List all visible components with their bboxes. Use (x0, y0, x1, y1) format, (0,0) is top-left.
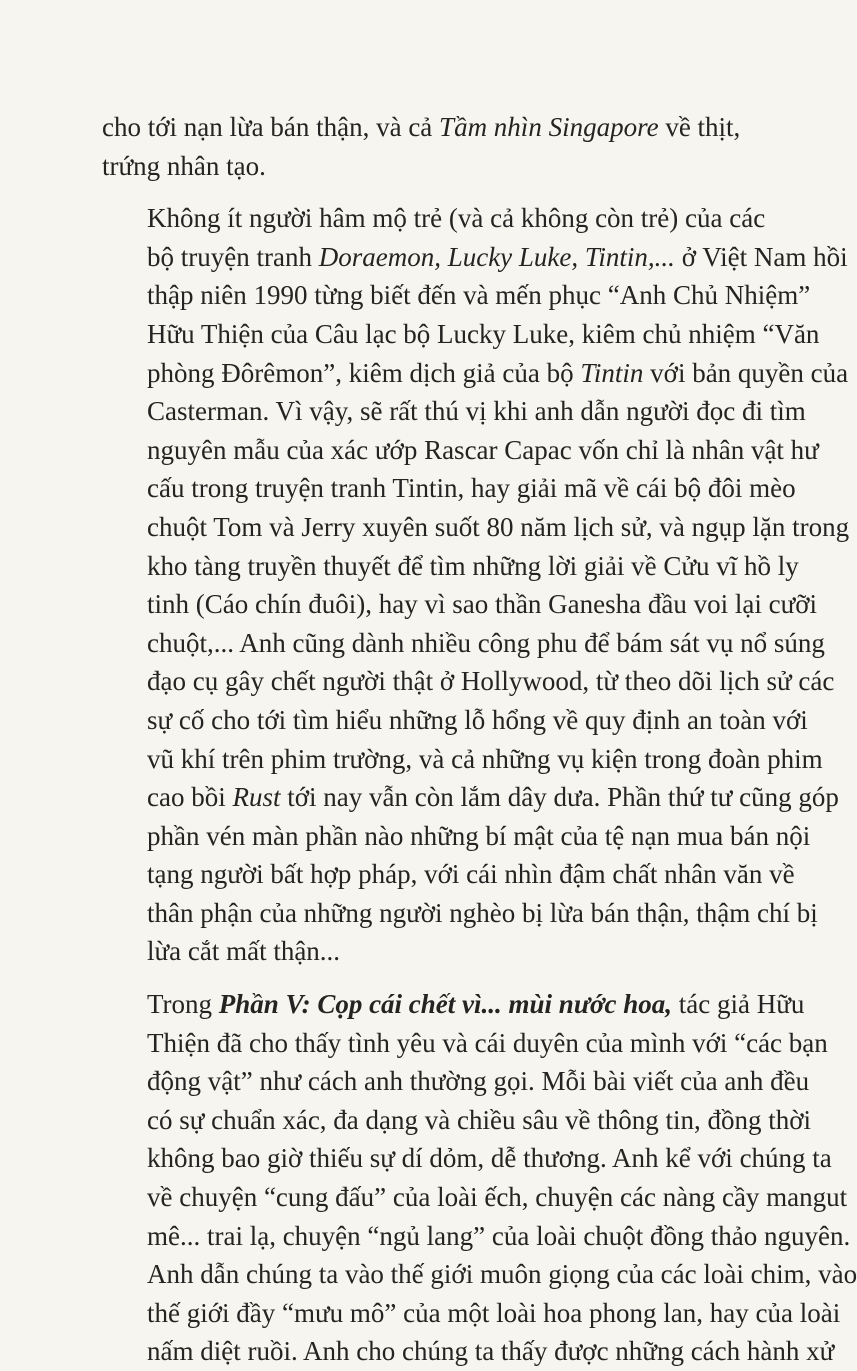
text-line (102, 624, 825, 663)
italic-title: Tầm nhìn Singapore (439, 112, 659, 142)
text-line (102, 1255, 857, 1294)
text-run: nguyên mẫu của xác ướp Rascar Capac vốn chỉ là nhân vật hư (147, 434, 819, 465)
text-run: phần vén màn phần nào những bí mật của tệ nạn mua bán nội (147, 820, 811, 851)
text-run: chuột,... Anh cũng dành nhiều công phu để bám sát vụ nổ súng (147, 627, 825, 658)
text-run: tạng người bất hợp pháp, với cái nhìn đậm chất nhân văn về (147, 859, 795, 890)
text-run: chuột Tom và Jerry xuyên suốt 80 năm lịch sử, và ngụp lặn trong (147, 511, 850, 542)
text-run: Trong (147, 989, 219, 1020)
text-run: cao bồi (147, 782, 233, 813)
text-line (102, 1332, 835, 1371)
text-run: kho tàng truyền thuyết để tìm những lời giải về Cửu vĩ hồ ly (147, 550, 799, 581)
text-run: đạo cụ gây chết người thật ở Hollywood, từ theo dõi lịch sử các (147, 666, 835, 697)
text-line (102, 585, 818, 624)
text-line (102, 1062, 810, 1101)
text-line (102, 238, 848, 277)
text-line (102, 469, 796, 508)
text-run: Không ít người hâm mộ trẻ (và cả không còn trẻ) của các (147, 203, 766, 234)
text-run: nấm diệt ruồi. Anh cho chúng ta thấy được những cách hành xử (147, 1336, 835, 1367)
text-line (102, 1178, 848, 1217)
text-line (102, 354, 849, 393)
text-line (102, 1024, 828, 1063)
text-run: sự cố cho tới tìm hiểu những lỗ hổng về quy định an toàn với (147, 704, 808, 735)
text-line (102, 547, 799, 586)
italic-title: Doraemon, Lucky Luke, Tintin,... (318, 241, 675, 272)
text-run: bộ truyện tranh (147, 241, 319, 272)
text-line (102, 778, 839, 817)
text-line (102, 147, 726, 186)
text-run: thân phận của những người nghèo bị lừa bán thận, thậm chí bị (147, 897, 818, 928)
text-line (102, 1101, 811, 1140)
text-run: thập niên 1990 từng biết đến và mến phục “Anh Chủ Nhiệm” (147, 280, 811, 311)
text-line (102, 894, 818, 933)
text-run: mê... trai lạ, chuyện “ngủ lang” của loài chuột đồng thảo nguyên. (147, 1220, 851, 1251)
text-run: Hữu Thiện của Câu lạc bộ Lucky Luke, kiêm chủ nhiệm “Văn (147, 318, 820, 349)
text-run: thế giới đầy “mưu mô” của một loài hoa phong lan, hay của loài (147, 1297, 841, 1328)
text-line (102, 932, 726, 971)
text-line (102, 1139, 832, 1178)
text-run: lừa cắt mất thận... (147, 936, 341, 967)
text-run: Thiện đã cho thấy tình yêu và cái duyên của mình với “các bạn (147, 1027, 828, 1058)
text-run: về thịt, (658, 112, 741, 142)
text-line (102, 817, 811, 856)
text-line (102, 701, 808, 740)
text-run: Anh dẫn chúng ta vào thế giới muôn giọng của các loài chim, vào (147, 1259, 857, 1290)
text-run: phòng Đôrêmon”, kiêm dịch giả của bộ (147, 357, 581, 388)
text-line (102, 199, 766, 238)
text-run: tinh (Cáo chín đuôi), hay vì sao thần Ganesha đầu voi lại cưỡi (147, 589, 818, 620)
text-line (102, 508, 850, 547)
text-run: cho tới nạn lừa bán thận, và cả (102, 112, 440, 142)
text-line (102, 392, 806, 431)
text-run: không bao giờ thiếu sự dí dỏm, dễ thương. Anh kể với chúng ta (147, 1143, 832, 1174)
italic-title: Rust (232, 782, 281, 813)
text-line (102, 431, 819, 470)
text-run: ở Việt Nam hồi (674, 241, 848, 272)
bold-italic-heading: Phần V: Cọp cái chết vì... mùi nước hoa, (218, 989, 672, 1020)
paragraph-1 (102, 108, 741, 185)
text-run: tác giả Hữu (671, 989, 805, 1020)
text-run: trứng nhân tạo. (102, 150, 266, 181)
text-run: có sự chuẩn xác, đa dạng và chiều sâu về thông tin, đồng thời (147, 1104, 811, 1135)
text-run: với bản quyền của (643, 357, 849, 388)
text-line (102, 1294, 841, 1333)
text-line (102, 985, 805, 1024)
text-line (102, 1217, 851, 1256)
text-line (102, 276, 811, 315)
text-run: Casterman. Vì vậy, sẽ rất thú vị khi anh dẫn người đọc đi tìm (147, 396, 806, 427)
italic-title: Tintin (580, 357, 644, 388)
paragraph-3 (102, 985, 857, 1371)
text-run: về chuyện “cung đấu” của loài ếch, chuyện các nàng cầy mangut (147, 1182, 848, 1213)
text-line (102, 662, 835, 701)
text-line (102, 740, 823, 779)
text-run: động vật” như cách anh thường gọi. Mỗi bài viết của anh đều (147, 1066, 810, 1097)
paragraph-2 (102, 199, 850, 971)
text-run: tới nay vẫn còn lắm dây dưa. Phần thứ tư cũng góp (280, 782, 839, 813)
text-line (102, 855, 795, 894)
text-run: cấu trong truyện tranh Tintin, hay giải mã về cái bộ đôi mèo (147, 473, 796, 504)
text-line (102, 315, 820, 354)
text-run: vũ khí trên phim trường, và cả những vụ kiện trong đoàn phim (147, 743, 823, 774)
body-text (102, 108, 857, 1371)
text-line (102, 108, 741, 147)
